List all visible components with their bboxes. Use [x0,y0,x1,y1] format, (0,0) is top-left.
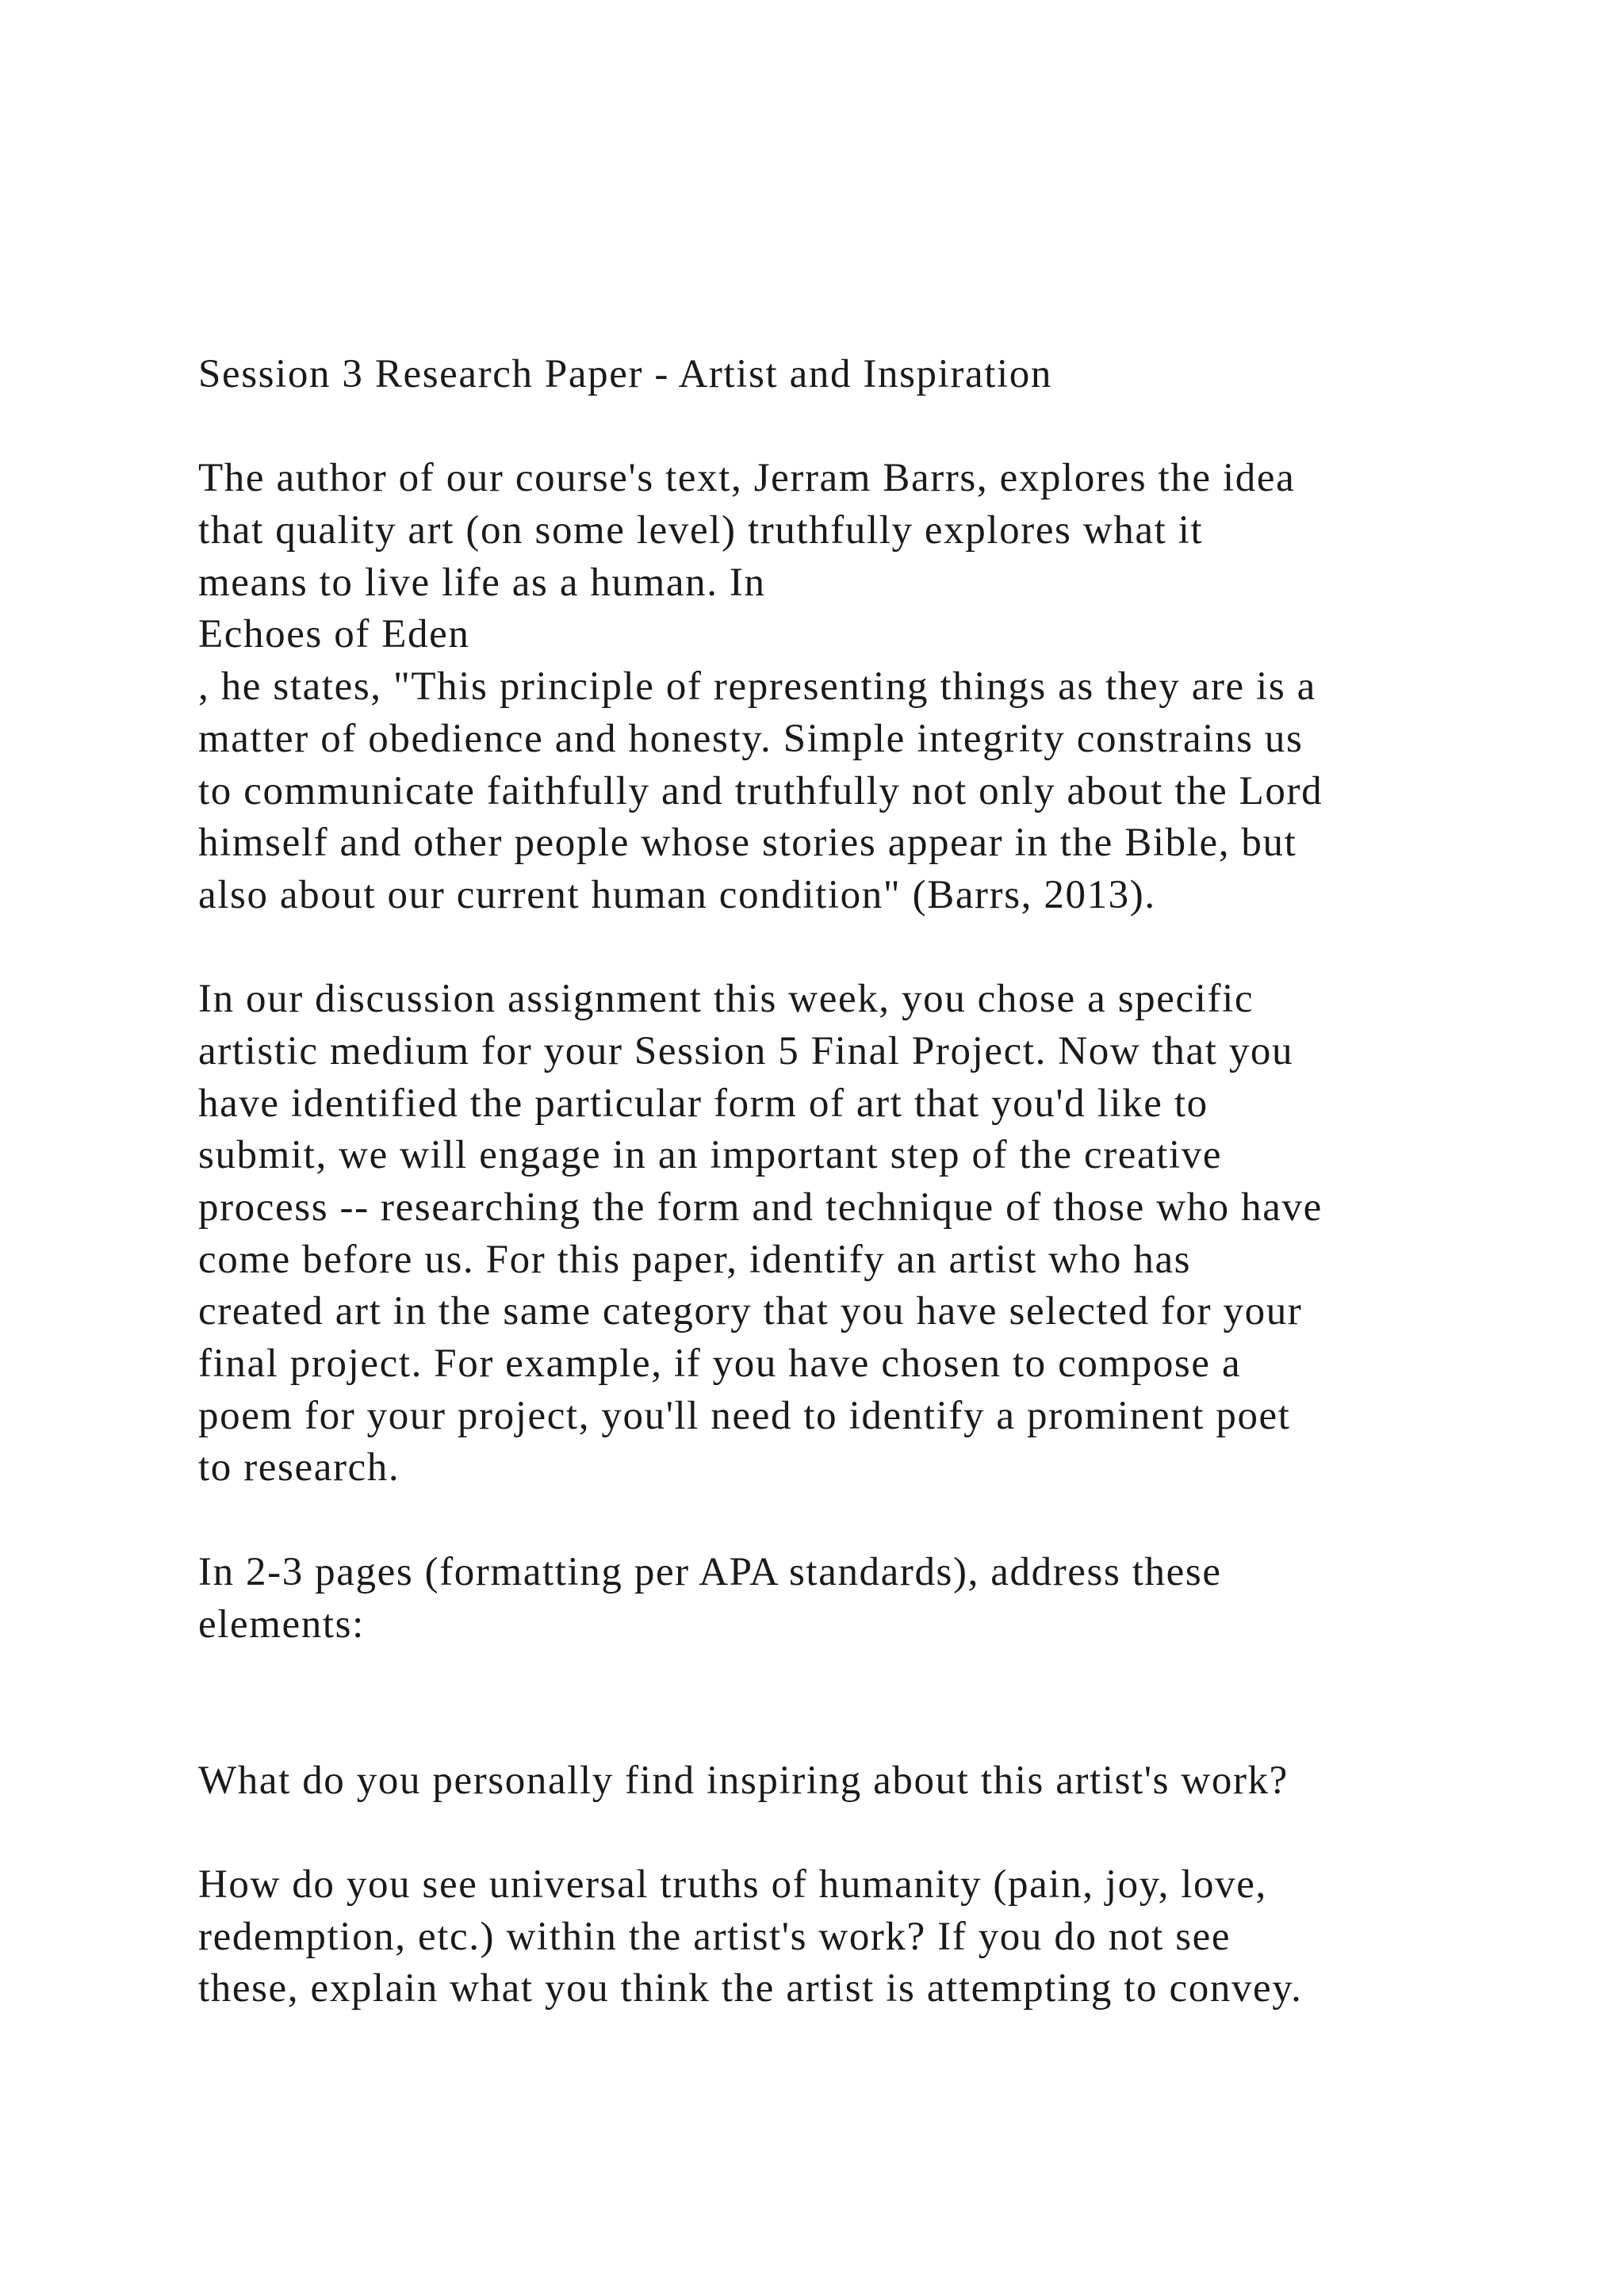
text-line: also about our current human condition" (Barrs, 2013). [198,872,1156,917]
paragraph-spacer [198,922,1546,974]
question-universal-truths [198,1859,1546,2015]
text-line: to research. [198,1445,400,1490]
text-line: How do you see universal truths of humanity (pain, joy, love, [198,1862,1267,1907]
document-page [198,349,1546,2015]
text-line: final project. For example, if you have chosen to compose a [198,1341,1242,1387]
paragraph-spacer [198,401,1546,453]
paragraph-spacer [198,1703,1546,1755]
text-line: poem for your project, you'll need to identify a prominent poet [198,1393,1291,1438]
intro-paragraph [198,453,1546,921]
text-line: process -- researching the form and technique of those who have [198,1185,1323,1230]
paragraph-spacer [198,1494,1546,1547]
book-title-line: Echoes of Eden [198,612,470,657]
question-inspiration [198,1755,1546,1808]
document-title: Session 3 Research Paper - Artist and Inspiration [198,352,1052,396]
requirements-paragraph [198,1547,1546,1651]
text-line: himself and other people whose stories appear in the Bible, but [198,821,1297,866]
text-line: submit, we will engage in an important step of the creative [198,1133,1223,1178]
paragraph-spacer [198,1807,1546,1859]
text-line: In 2-3 pages (formatting per APA standards), address these [198,1549,1222,1594]
text-line: In our discussion assignment this week, you chose a specific [198,977,1254,1022]
text-line: The author of our course's text, Jerram Barrs, explores the idea [198,456,1296,501]
text-line: , he states, "This principle of representing things as they are is a [198,664,1316,710]
text-line: What do you personally find inspiring about this artist's work? [198,1758,1289,1803]
text-line: means to live life as a human. In [198,560,766,605]
text-line: redemption, etc.) within the artist's work? If you do not see [198,1914,1231,1959]
text-line: have identified the particular form of art that you'd like to [198,1081,1208,1126]
text-line: matter of obedience and honesty. Simple integrity constrains us [198,716,1304,761]
paragraph-spacer [198,1651,1546,1703]
text-line: these, explain what you think the artist is attempting to convey. [198,1966,1303,2011]
assignment-paragraph [198,974,1546,1494]
text-line: elements: [198,1601,365,1647]
text-line: that quality art (on some level) truthfully explores what it [198,508,1204,553]
text-line: to communicate faithfully and truthfully not only about the Lord [198,768,1323,813]
text-line: created art in the same category that you have selected for your [198,1289,1303,1334]
text-line: artistic medium for your Session 5 Final Project. Now that you [198,1028,1294,1073]
text-line: come before us. For this paper, identify an artist who has [198,1237,1192,1282]
